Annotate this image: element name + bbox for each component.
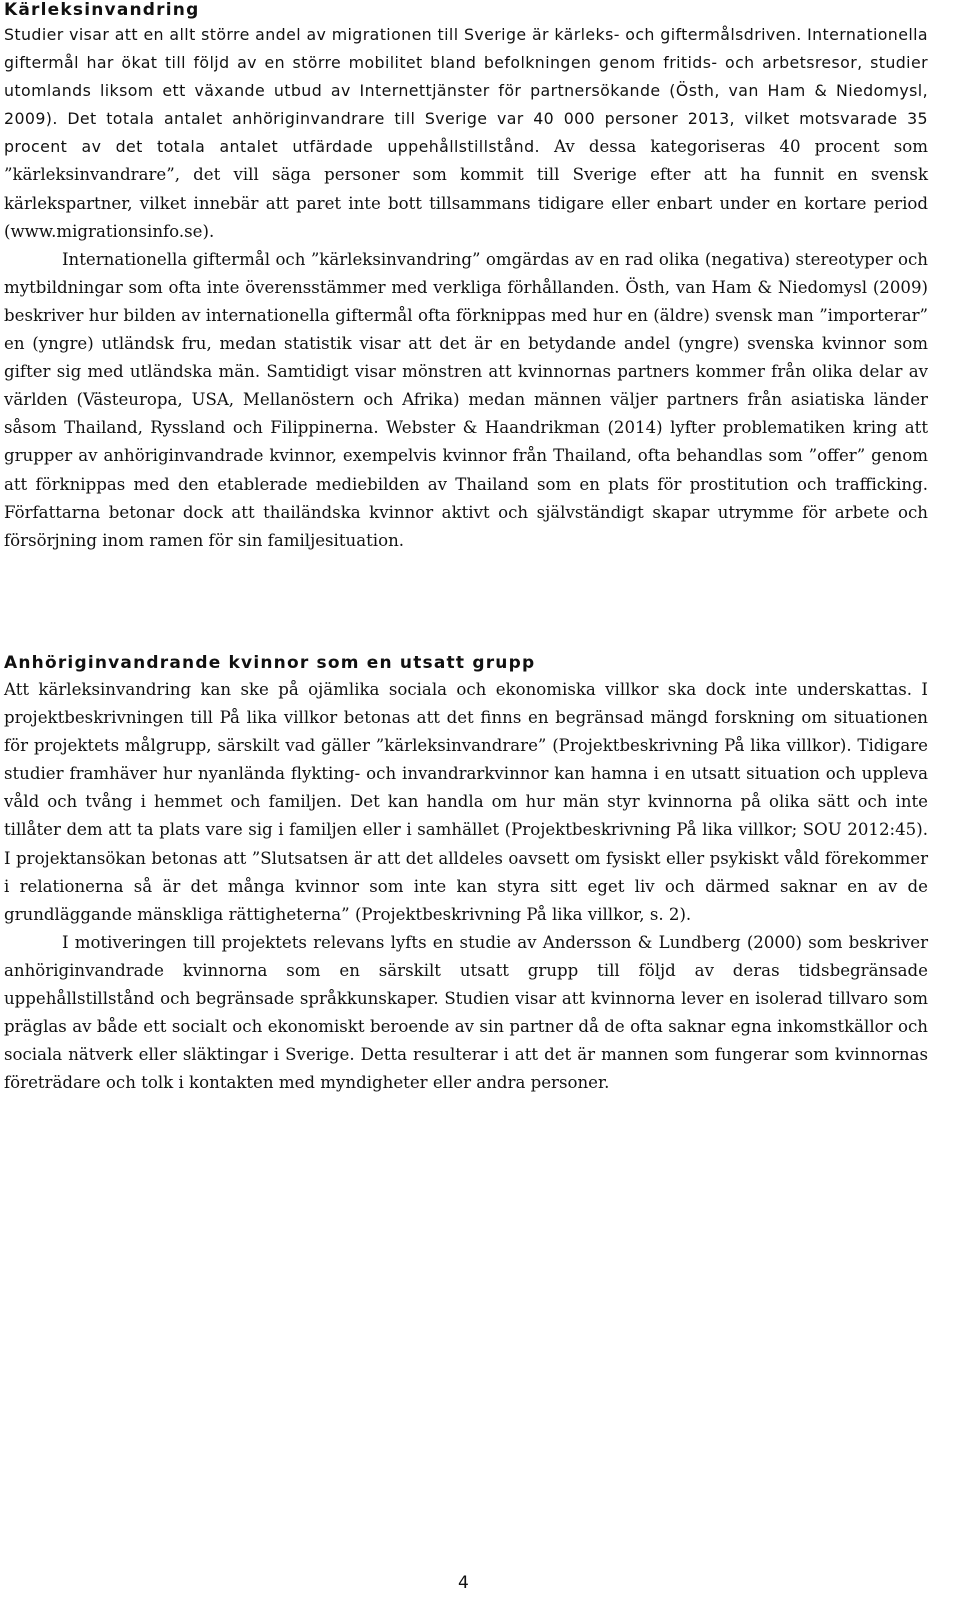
paragraph-1-sans-text: Studier visar att en allt större andel av migrationen till Sverige är kärleks- och giftermålsdriven. Internationella giftermål har ökat till följd av en större mobilitet bland befolkningen genom fritids- och arbetsresor, studier utomlands liksom ett växande utbud av Internettjänster för partnersökande (Östh, van Ham & Niedomysl, 2009). Det totala antalet anhöriginvandrare till Sverige var 40 000 personer 2013, vilket motsvarade 35 procent av det totala antalet utfärdade uppehållstillstånd. [4, 25, 928, 157]
paragraph-3: Att kärleksinvandring kan ske på ojämlika sociala och ekonomiska villkor ska dock inte underskattas. I projektbeskrivningen till På lika villkor betonas att det finns en begränsad mängd forskning om situationen för projektets målgrupp, särskilt vad gäller ”kärleksinvandrare” (Projektbeskrivning På lika villkor). Tidigare studier framhäver hur nyanlända flykting- och invandrarkvinnor kan hamna i en utsatt situation och uppleva våld och tvång i hemmet och familjen. Det kan handla om hur män styr kvinnorna på olika sätt och inte tillåter dem att ta plats vare sig i familjen eller i samhället (Projektbeskrivning På lika villkor; SOU 2012:45). I projektansökan betonas att ”Slutsatsen är att det alldeles oavsett om fysiskt eller psykiskt våld förekommer i relationerna så är det många kvinnor som inte kan styra sitt eget liv och därmed saknar en av de grundläggande mänskliga rättigheterna” (Projektbeskrivning På lika villkor, s. 2). [4, 680, 928, 924]
paragraph-1-serif-text: Av dessa kategoriseras 40 procent som ”kärleksinvandrare”, det vill säga personer som kommit till Sverige efter att ha funnit en svensk kärlekspartner, vilket innebär att paret inte bott tillsammans tidigare eller enbart under en kortare period (www.migrationsinfo.se). [4, 137, 928, 241]
section-body-karleksinvandring [4, 21, 928, 555]
section-heading-karleksinvandring: Kärleksinvandring [4, 0, 200, 20]
paragraph-2: Internationella giftermål och ”kärleksinvandring” omgärdas av en rad olika (negativa) stereotyper och mytbildningar som ofta inte överensstämmer med verkliga förhållanden. Östh, van Ham & Niedomysl (2009) beskriver hur bilden av internationella giftermål ofta förknippas med hur en (äldre) svensk man ”importerar” en (yngre) utländsk fru, medan statistik visar att det är en betydande andel (yngre) svenska kvinnor som gifter sig med utländska män. Samtidigt visar mönstren att kvinnornas partners kommer från olika delar av världen (Västeuropa, USA, Mellanöstern och Afrika) medan männen väljer partners från asiatiska länder såsom Thailand, Ryssland och Filippinerna. Webster & Haandrikman (2014) lyfter problematiken kring att grupper av anhöriginvandrade kvinnor, exempelvis kvinnor från Thailand, ofta behandlas som ”offer” genom att förknippas med den etablerade mediebilden av Thailand som en plats för prostitution och trafficking. Författarna betonar dock att thailändska kvinnor aktivt och självständigt skapar utrymme för arbete och försörjning inom ramen för sin familjesituation. [4, 249, 928, 550]
paragraph-1 [4, 21, 928, 246]
section-body-anhoriginvandrande [4, 676, 928, 1097]
paragraph-4: I motiveringen till projektets relevans lyfts en studie av Andersson & Lundberg (2000) som beskriver anhöriginvandrade kvinnorna som en särskilt utsatt grupp till följd av deras tidsbegränsade uppehållstillstånd och begränsade språkkunskaper. Studien visar att kvinnorna lever en isolerad tillvaro som präglas av både ett socialt och ekonomiskt beroende av sin partner då de ofta saknar egna inkomstkällor och sociala nätverk eller släktingar i Sverige. Detta resulterar i att det är mannen som fungerar som kvinnornas företrädare och tolk i kontakten med myndigheter eller andra personer. [4, 932, 928, 1093]
page-number: 4 [458, 1573, 469, 1593]
section-heading-anhoriginvandrande: Anhöriginvandrande kvinnor som en utsatt grupp [4, 653, 536, 673]
